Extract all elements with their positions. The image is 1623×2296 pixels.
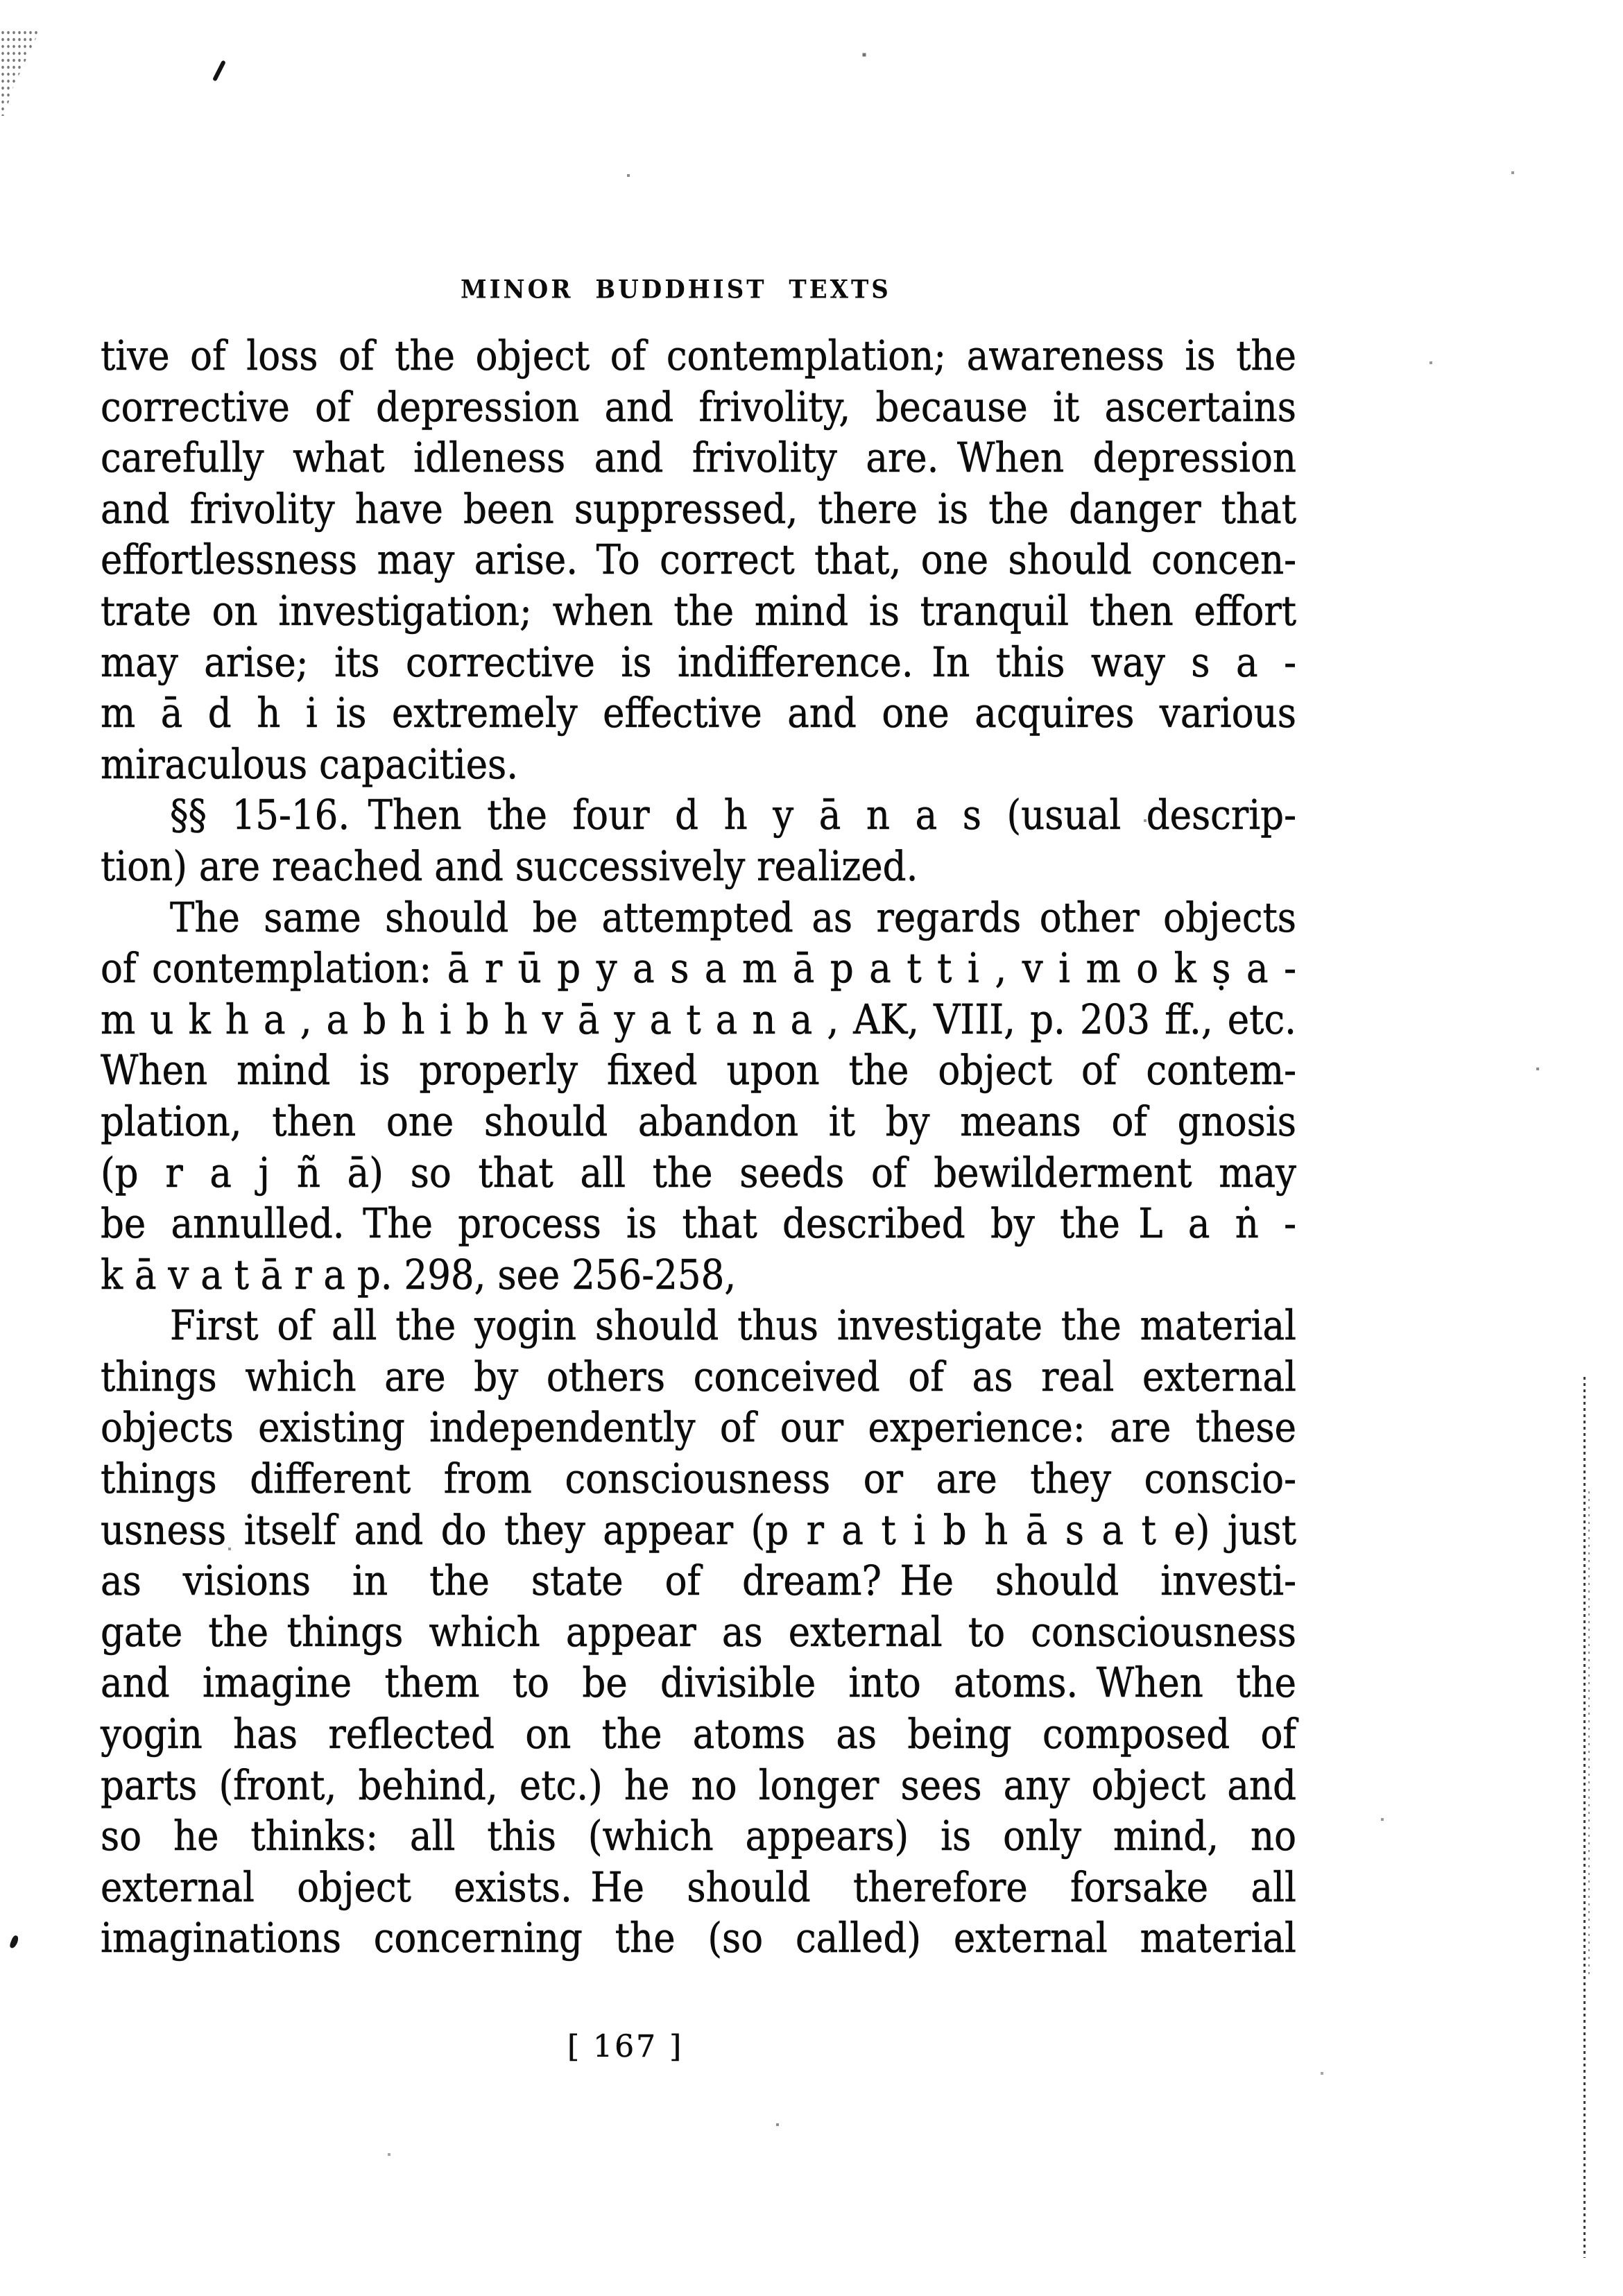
text-line: gate the things which appear as external to consciousness bbox=[101, 1609, 1296, 1656]
text-line: yogin has reflected on the atoms as being composed of bbox=[101, 1711, 1296, 1758]
paragraph bbox=[101, 1301, 1296, 1964]
text-line: The same should be attempted as regards other objects bbox=[170, 893, 1296, 942]
scan-slash-mark-artifact bbox=[212, 60, 226, 81]
scan-speck-noise bbox=[0, 0, 1, 1]
text-line: be annulled. The process is that described by the L a ṅ - bbox=[101, 1200, 1296, 1248]
text-line: carefully what idleness and frivolity are. When depression bbox=[101, 434, 1296, 482]
text-line: tive of loss of the object of contemplation; awareness is the bbox=[101, 332, 1296, 380]
scan-dotted-line-artifact bbox=[1583, 1377, 1586, 2258]
scan-tick-mark-artifact bbox=[9, 1935, 19, 1949]
text-line: effortlessness may arise. To correct that, one should concen- bbox=[101, 536, 1296, 584]
text-line: k ā v a t ā r a p. 298, see 256-258, bbox=[101, 1251, 737, 1299]
text-line: §§ 15-16. Then the four d h y ā n a s (usual descrip- bbox=[170, 791, 1296, 839]
text-line: When mind is properly fixed upon the object of contem- bbox=[101, 1047, 1296, 1095]
text-line: and frivolity have been suppressed, there is the danger that bbox=[101, 486, 1296, 533]
text-line: tion) are reached and successively realized. bbox=[101, 843, 918, 891]
text-block bbox=[101, 331, 1296, 1964]
text-line: miraculous capacities. bbox=[101, 741, 519, 789]
text-line: m ā d h i is extremely effective and one acquires various bbox=[101, 689, 1296, 737]
text-line: parts (front, behind, etc.) he no longer sees any object and bbox=[101, 1761, 1296, 1810]
text-line: things different from consciousness or are they conscio- bbox=[101, 1455, 1296, 1503]
text-line: and imagine them to be divisible into atoms. When the bbox=[101, 1659, 1296, 1708]
text-line: of contemplation: ā r ū p y a s a m ā p a t t i , v i m o k ṣ a - bbox=[101, 945, 1296, 993]
text-line: external object exists. He should therefore forsake all bbox=[101, 1864, 1296, 1912]
text-line: so he thinks: all this (which appears) is only mind, no bbox=[101, 1813, 1296, 1860]
scan-smudge-artifact bbox=[0, 29, 40, 116]
paragraph bbox=[101, 893, 1296, 1301]
text-line: corrective of depression and frivolity, because it ascertains bbox=[101, 383, 1296, 431]
text-line: (p r a j ñ ā) so that all the seeds of bewilderment may bbox=[101, 1149, 1296, 1197]
text-line: First of all the yogin should thus investigate the material bbox=[170, 1302, 1296, 1350]
text-line: as visions in the state of dream? He should investi- bbox=[101, 1557, 1296, 1605]
text-line: objects existing independently of our experience: are these bbox=[101, 1404, 1296, 1453]
scan-dotted-line-artifact bbox=[1588, 1491, 1590, 1977]
paragraph bbox=[101, 790, 1296, 892]
text-line: imaginations concerning the (so called) external material bbox=[101, 1914, 1296, 1963]
text-line: usness itself and do they appear (p r a t i b h ā s a t e) just bbox=[101, 1506, 1296, 1554]
paragraph bbox=[101, 331, 1296, 790]
text-line: trate on investigation; when the mind is tranquil then effort bbox=[101, 588, 1296, 635]
running-header: MINOR BUDDHIST TEXTS bbox=[461, 275, 891, 305]
text-line: m u k h a , a b h i b h v ā y a t a n a , AK, VIII, p. 203 ff., etc. bbox=[101, 996, 1296, 1044]
text-line: may arise; its corrective is indifference. In this way s a - bbox=[101, 638, 1296, 687]
text-line: plation, then one should abandon it by means of gnosis bbox=[101, 1098, 1296, 1146]
page-number: [ 167 ] bbox=[567, 2029, 684, 2064]
text-line: things which are by others conceived of as real external bbox=[101, 1353, 1296, 1401]
